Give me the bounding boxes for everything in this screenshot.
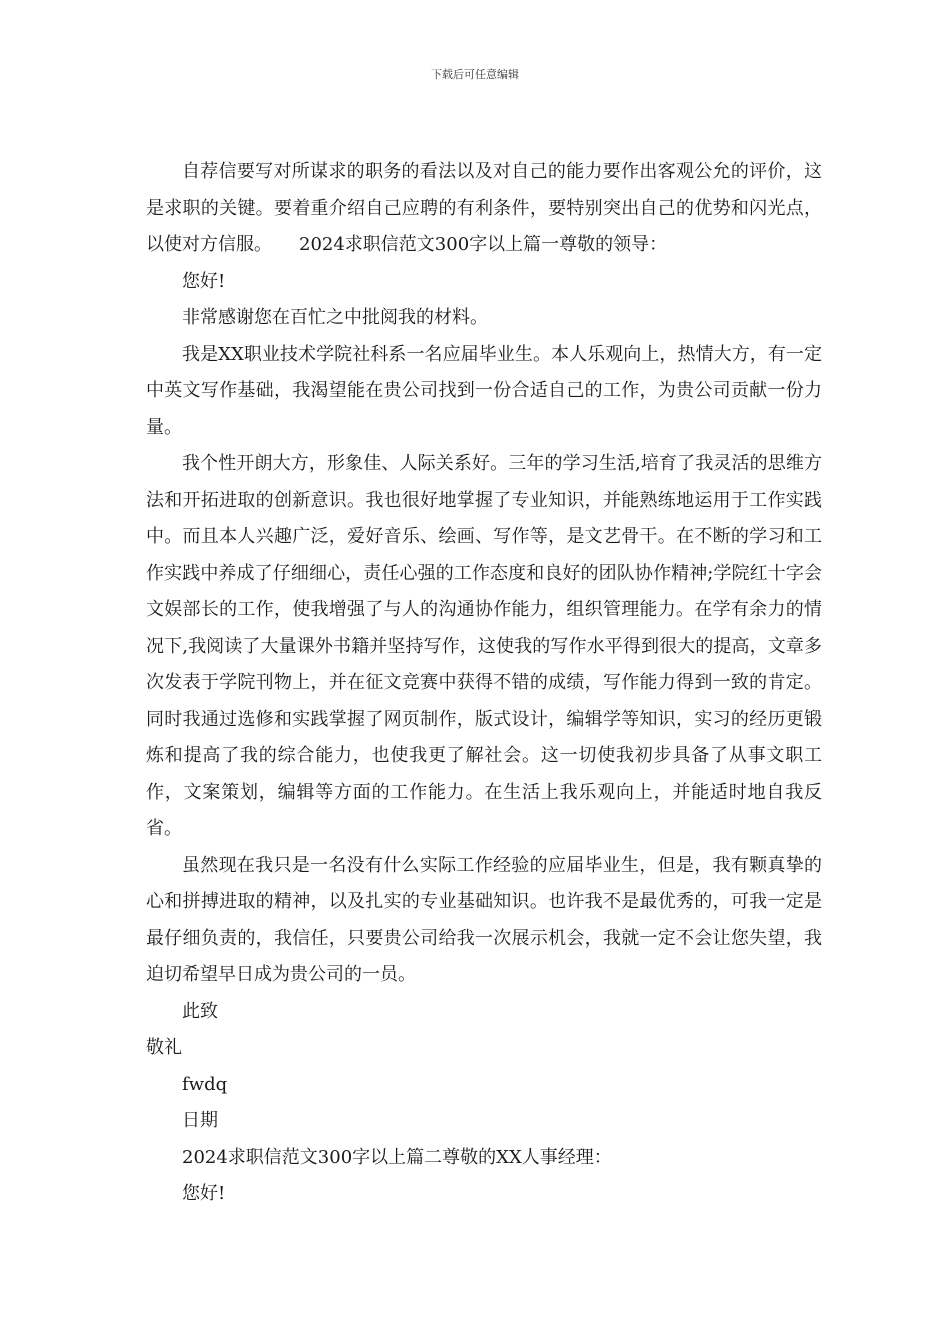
body-paragraph-3: 虽然现在我只是一名没有什么实际工作经验的应届毕业生，但是，我有颗真挚的心和拼搏进取的精神，以及扎实的专业基础知识。也许我不是最优秀的，可我一定是最仔细负责的，我信任，只要贵公司给我一次展示机会，我就一定不会让您失望，我迫切希望早日成为贵公司的一员。 (146, 854, 822, 985)
signature: fwdq (182, 1073, 228, 1095)
next-letter-greeting: 您好! (182, 1183, 226, 1204)
closing-line-2: 敬礼 (146, 1037, 182, 1058)
body-paragraph-1: 我是XX职业技术学院社科系一名应届毕业生。本人乐观向上，热情大方，有一定中英文写作基础，我渴望能在贵公司找到一份合适自己的工作，为贵公司贡献一份力量。 (146, 343, 822, 438)
body-paragraph-2: 我个性开朗大方，形象佳、人际关系好。三年的学习生活,培育了我灵活的思维方法和开拓进取的创新意识。我也很好地掌握了专业知识，并能熟练地运用于工作实践中。而且本人兴趣广泛，爱好音乐、绘画、写作等，是文艺骨干。在不断的学习和工作实践中养成了仔细细心，责任心强的工作态度和良好的团队协作精神;学院红十字会文娱部长的工作，使我增强了与人的沟通协作能力，组织管理能力。在学有余力的情况下,我阅读了大量课外书籍并坚持写作，这使我的写作水平得到很大的提高，文章多次发表于学院刊物上，并在征文竞赛中获得不错的成绩，写作能力得到一致的肯定。同时我通过选修和实践掌握了网页制作，版式设计，编辑学等知识，实习的经历更锻炼和提高了我的综合能力，也使我更了解社会。这一切使我初步具备了从事文职工作，文案策划，编辑等方面的工作能力。在生活上我乐观向上，并能适时地自我反省。 (146, 453, 822, 839)
intro-paragraph: 自荐信要写对所谋求的职务的看法以及对自己的能力要作出客观公允的评价，这是求职的关键。要着重介绍自己应聘的有利条件，要特别突出自己的优势和闪光点，以使对方信服。 2024求职信范文300字以上篇一尊敬的领导： (146, 161, 822, 255)
date-line: 日期 (182, 1110, 218, 1131)
thanks-paragraph: 非常感谢您在百忙之中批阅我的材料。 (182, 307, 488, 328)
letter-body (146, 154, 822, 1213)
closing-line-1: 此致 (182, 1000, 218, 1022)
greeting: 您好! (182, 270, 226, 292)
page-header-note: 下载后可任意编辑 (431, 68, 519, 81)
next-letter-title: 2024求职信范文300字以上篇二尊敬的XX人事经理： (182, 1146, 612, 1168)
